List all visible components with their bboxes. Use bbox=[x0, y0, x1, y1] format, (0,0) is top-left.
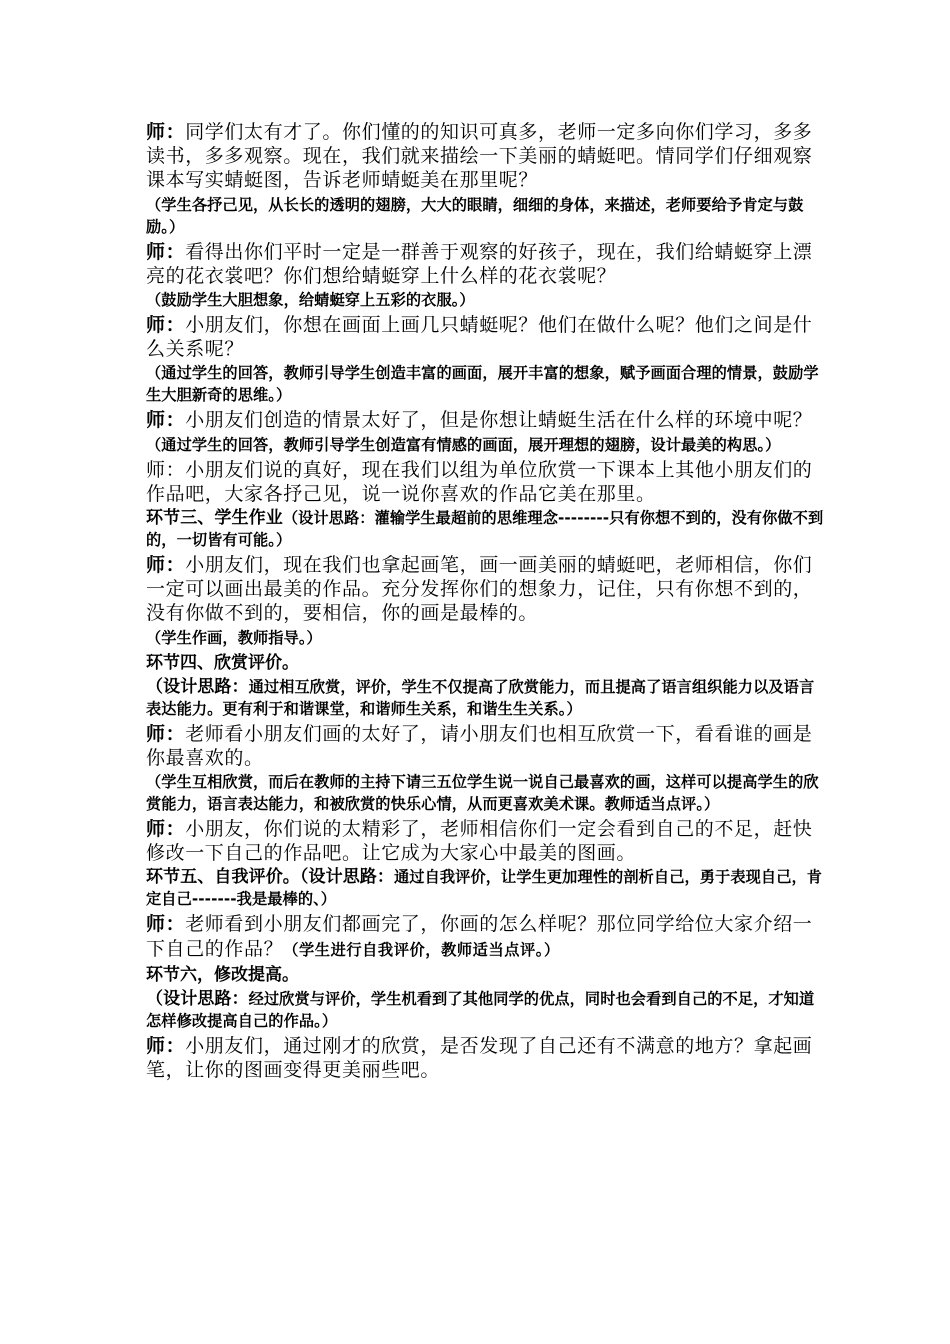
design-note-lead: （设计思路： bbox=[146, 676, 249, 697]
speaker-label: 师： bbox=[146, 240, 186, 263]
design-note-lead: （设计思路： bbox=[299, 867, 395, 888]
section-5-heading bbox=[146, 866, 826, 910]
student-note-2: （鼓励学生大胆想象，给蜻蜓穿上五彩的衣服。） bbox=[146, 291, 475, 310]
teacher-text-9: 老师看到小朋友们都画完了，你画的怎么样呢？那位同学给位大家介绍一下自己的作品？ bbox=[146, 913, 813, 960]
speaker-label: 师： bbox=[146, 121, 186, 143]
teacher-line-7 bbox=[146, 722, 826, 770]
teacher-text-1: 同学们太有才了。你们懂的的知识可真多，老师一定多向你们学习，多多读书，多多观察。现在，我们就来描绘一下美丽的蜻蜓吧。情同学们仔细观察课本写实蜻蜓图，告诉老师蜻蜓美在那里呢？ bbox=[146, 121, 813, 192]
speaker-label: 师： bbox=[146, 409, 186, 432]
teacher-line-9 bbox=[146, 912, 826, 961]
teacher-text-3: 小朋友们，你想在画面上画几只蜻蜓呢？他们在做什么呢？他们之间是什么关系呢？ bbox=[146, 314, 813, 361]
teacher-text-10: 小朋友们，通过刚才的欣赏，是否发现了自己还有不满意的地方？拿起画笔，让你的图画变得更美丽些吧。 bbox=[146, 1034, 813, 1082]
teacher-text-4: 小朋友们创造的情景太好了，但是你想让蜻蜓生活在什么样的环境中呢？ bbox=[185, 409, 813, 432]
student-note-1: （学生各抒己见，从长长的透明的翅膀，大大的眼睛，细细的身体，来描述，老师要给予肯定与鼓励。） bbox=[146, 195, 804, 236]
speaker-label: 师： bbox=[146, 818, 186, 841]
teacher-text-2: 看得出你们平时一定是一群善于观察的好孩子，现在，我们给蜻蜓穿上漂亮的花衣裳吧？你们想给蜻蜓穿上什么样的花衣裳呢？ bbox=[146, 240, 813, 287]
student-note-6: （学生作画，教师指导。） bbox=[146, 628, 322, 647]
teacher-line-1 bbox=[146, 120, 826, 193]
teacher-line-8 bbox=[146, 817, 826, 865]
section-6-design-note bbox=[146, 988, 826, 1032]
speaker-label: 师： bbox=[146, 913, 186, 936]
design-note-body: 通过相互欣赏，评价，学生不仅提高了欣赏能力，而且提高了语言组织能力以及语言表达能力。更有利于和谐课堂，和谐师生关系，和谐生生关系。） bbox=[146, 677, 815, 718]
section-3-heading bbox=[146, 507, 826, 551]
teacher-text-8: 小朋友，你们说的太精彩了，老师相信你们一定会看到自己的不足，赶快修改一下自己的作品吧。让它成为大家心中最美的图画。 bbox=[146, 818, 813, 865]
teacher-line-4 bbox=[146, 408, 826, 432]
speaker-label: 师： bbox=[146, 722, 186, 745]
design-note-body: 通过自我评价，让学生更加理性的剖析自己，勇于表现自己，肯定自己-------我是最棒的、） bbox=[146, 868, 823, 909]
teacher-line-6 bbox=[146, 553, 826, 626]
section-5-title: 环节五、自我评价。 bbox=[146, 867, 300, 888]
section-4-title: 环节四、欣赏评价。 bbox=[146, 652, 299, 673]
student-note-3: （通过学生的回答，教师引导学生创造丰富的画面，展开丰富的想象，赋予画面合理的情景，鼓励学生大胆新奇的思维。） bbox=[146, 364, 819, 405]
teacher-line-3 bbox=[146, 313, 826, 361]
teacher-line-5: 师：小朋友们说的真好，现在我们以组为单位欣赏一下课本上其他小朋友们的作品吧，大家各抒己见，说一说你喜欢的作品它美在那里。 bbox=[146, 458, 813, 505]
design-note-lead: （设计思路： bbox=[146, 988, 249, 1009]
student-note-7: （学生互相欣赏，而后在教师的主持下请三五位学生说一说自己最喜欢的画，这样可以提高学生的欣赏能力，语言表达能力，和被欣赏的快乐心情，从而更喜欢美术课。教师适当点评。） bbox=[146, 773, 819, 814]
student-note-4: （通过学生的回答，教师引导学生创造富有情感的画面，展开理想的翅膀，设计最美的构思。） bbox=[146, 435, 781, 454]
design-note-body: 经过欣赏与评价，学生机看到了其他同学的优点，同时也会看到自己的不足，才知道怎样修改提高自己的作品。） bbox=[146, 989, 815, 1030]
section-4-design-note bbox=[146, 676, 826, 720]
document-page bbox=[146, 120, 826, 1083]
speaker-label: 师： bbox=[146, 1034, 186, 1057]
section-3-design-note: （设计思路：灌输学生最超前的思维理念--------只有你想不到的，没有你做不到的，一切皆有可能。） bbox=[146, 509, 824, 550]
speaker-label: 师： bbox=[146, 554, 186, 577]
teacher-text-7: 老师看小朋友们画的太好了，请小朋友们也相互欣赏一下，看看谁的画是你最喜欢的。 bbox=[146, 722, 813, 769]
teacher-text-6: 小朋友们，现在我们也拿起画笔，画一画美丽的蜻蜓吧，老师相信，你们一定可以画出最美的作品。充分发挥你们的想象力，记住，只有你想不到的，没有你做不到的，要相信，你的画是最棒的。 bbox=[146, 554, 813, 625]
student-note-9: （学生进行自我评价，教师适当点评。） bbox=[283, 940, 560, 959]
teacher-line-10 bbox=[146, 1034, 826, 1082]
teacher-line-2 bbox=[146, 240, 826, 288]
section-3-title: 环节三、学生作业 bbox=[146, 508, 283, 529]
section-6-title: 环节六，修改提高。 bbox=[146, 964, 299, 985]
speaker-label: 师： bbox=[146, 314, 186, 337]
